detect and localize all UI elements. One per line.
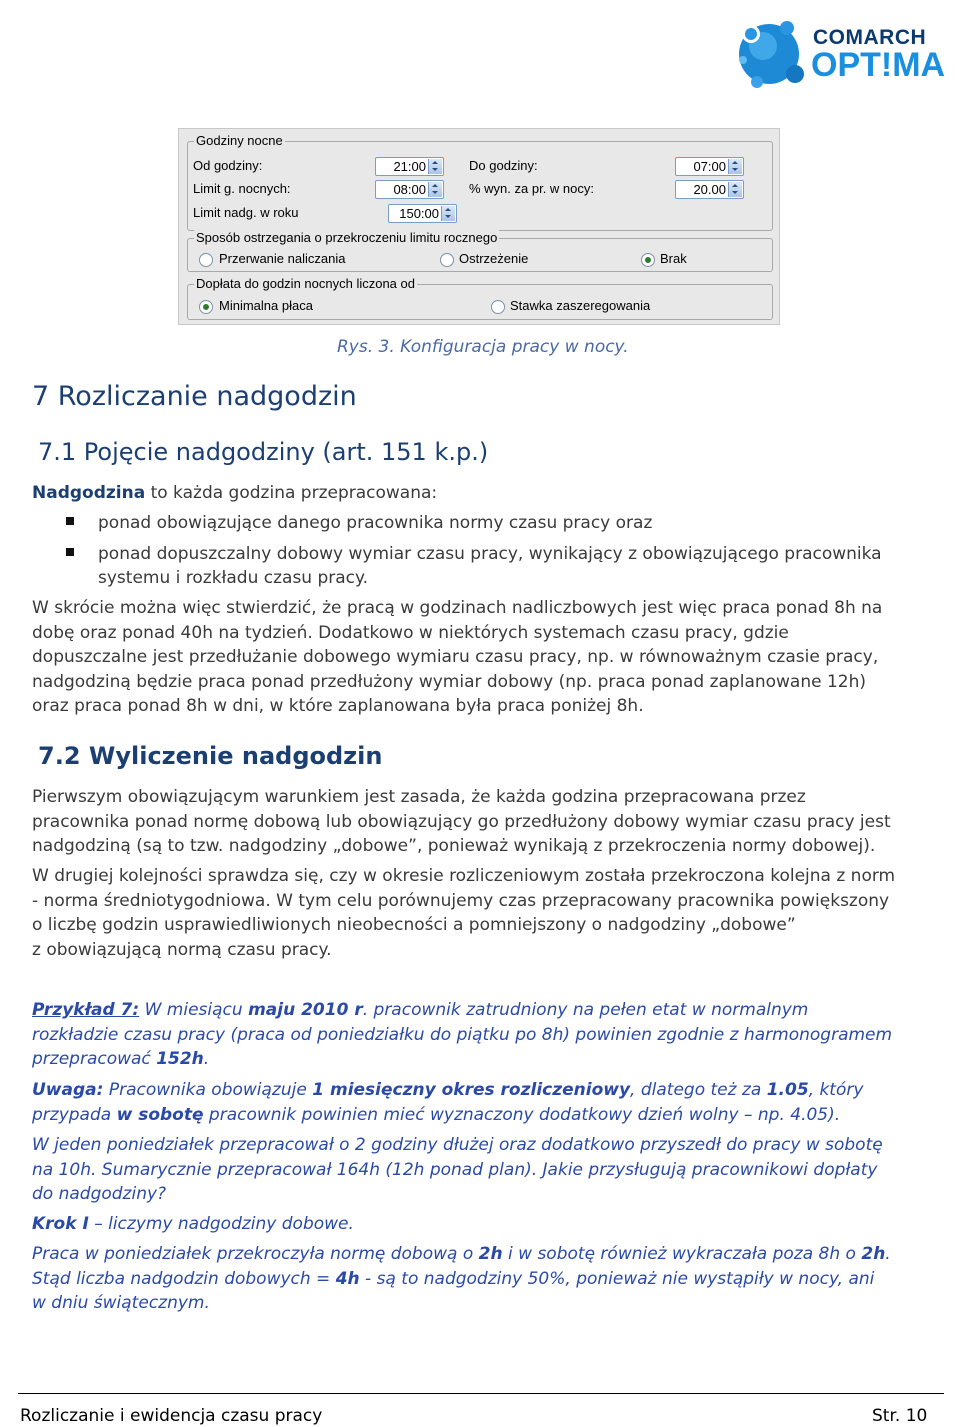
text-bold: 152h — [156, 1049, 204, 1069]
paragraph-first-condition — [32, 785, 891, 859]
text-line: o liczbę godzin usprawiedliwionych nieobecności a pomniejszony o nadgodziny „dobowe” — [32, 915, 796, 935]
radio-ostrzezenie[interactable] — [440, 253, 454, 267]
text-line: W drugiej kolejności sprawdza się, czy w okresie rozliczeniowym została przekroczona kolejna z norm — [32, 866, 896, 886]
logo-text-comarch: COMARCH — [813, 26, 927, 49]
limit-nocnych-field[interactable] — [375, 180, 444, 199]
do-godziny-label: Do godziny: — [469, 158, 538, 173]
text-span: - są to nadgodziny 50%, ponieważ nie wystąpiły w nocy, ani — [359, 1268, 875, 1289]
spin-arrows-icon[interactable] — [728, 182, 742, 197]
text-line: pracownika ponad normę dobową lub obowiązujący go przedłużony dobowy wymiar czasu pracy jest — [32, 811, 891, 832]
section-heading-7-1: 7.1 Pojęcie nadgodziny (art. 151 k.p.) — [38, 438, 489, 466]
text-span: W miesiącu — [139, 1000, 249, 1020]
text-span: przepracować — [32, 1049, 157, 1069]
bullet-square-icon — [66, 548, 74, 556]
od-godziny-field[interactable] — [375, 157, 444, 176]
text-span: – liczymy nadgodziny dobowe. — [88, 1214, 354, 1234]
limit-nadg-label: Limit nadg. w roku — [193, 205, 299, 220]
text-bold: w sobotę — [116, 1104, 204, 1125]
text-span: , który — [808, 1080, 864, 1100]
limit-nocnych-label: Limit g. nocnych: — [193, 181, 291, 196]
night-hours-group-title: Godziny nocne — [196, 133, 283, 148]
text-span: . — [203, 1049, 210, 1069]
step-1-heading — [32, 1212, 354, 1237]
radio-brak-label: Brak — [660, 251, 687, 266]
text-span: Praca w poniedziałek przekroczyła normę dobową o — [32, 1244, 479, 1264]
text-span: , dlatego też za — [630, 1080, 767, 1100]
text-line — [32, 1242, 891, 1267]
pct-noc-field[interactable] — [675, 180, 744, 199]
example-7-block — [32, 998, 892, 1072]
section-heading-7-2: 7.2 Wyliczenie nadgodzin — [38, 742, 383, 770]
step-1-explanation — [32, 1242, 891, 1316]
text-line: - norma średniotygodniowa. W tym celu porównujemy czas przepracowany pracownika powiększony — [32, 890, 890, 911]
radio-minimalna[interactable] — [199, 300, 213, 314]
text-line: nadgodziną (są to tzw. nadgodziny „dobowe”, ponieważ wynikają z przekroczenia normy dobowej). — [32, 836, 876, 856]
text-span: przypada — [32, 1104, 117, 1125]
surcharge-group-title: Dopłata do godzin nocnych liczona od — [196, 276, 415, 291]
text-line: na 10h. Sumarycznie przepracował 164h (12h ponad plan). Jakie przysługują pracownikowi dopłaty — [32, 1159, 878, 1180]
settings-screenshot — [178, 128, 780, 325]
logo-text-optima: OPT!MA — [811, 46, 946, 84]
do-godziny-value: 07:00 — [693, 159, 726, 174]
od-godziny-value: 21:00 — [393, 159, 426, 174]
paragraph-summary — [32, 596, 882, 719]
radio-minimalna-label: Minimalna płaca — [219, 298, 313, 313]
note-block — [32, 1078, 863, 1127]
bullet-item-1: ponad obowiązujące danego pracownika normy czasu pracy oraz — [98, 513, 653, 533]
text-line: z obowiązującą normą czasu pracy. — [32, 939, 332, 960]
definition-paragraph — [32, 481, 437, 506]
radio-przerwanie-label: Przerwanie naliczania — [219, 251, 346, 266]
text-line — [32, 1103, 863, 1128]
radio-przerwanie[interactable] — [199, 253, 213, 267]
text-span: . pracownik zatrudniony na pełen etat w normalnym — [362, 1000, 809, 1020]
text-line: W skrócie można więc stwierdzić, że pracą w godzinach nadliczbowych jest więc praca ponad 8h na — [32, 598, 883, 618]
warning-group-title: Sposób ostrzegania o przekroczeniu limitu rocznego — [196, 230, 498, 245]
bullet-item-2-line2: systemu i rozkładu czasu pracy. — [98, 568, 369, 588]
spin-arrows-icon[interactable] — [428, 159, 442, 174]
text-line: dopuszczalne jest przedłużanie dobowego wymiaru czasu pracy, np. w równoważnym czasie pracy, — [32, 647, 879, 667]
paragraph-second-condition — [32, 864, 895, 962]
footer-divider — [18, 1393, 944, 1394]
text-bold: maju 2010 r — [248, 1000, 363, 1020]
text-line: Pierwszym obowiązującym warunkiem jest zasada, że każda godzina przepracowana przez — [32, 787, 806, 807]
bullet-item-2-line1: ponad dopuszczalny dobowy wymiar czasu pracy, wynikający z obowiązującego pracownika — [98, 544, 882, 564]
section-heading-7: 7 Rozliczanie nadgodzin — [32, 381, 357, 412]
footer-title: Rozliczanie i ewidencja czasu pracy — [20, 1406, 323, 1426]
do-godziny-field[interactable] — [675, 157, 744, 176]
text-line: w dniu świątecznym. — [32, 1293, 210, 1313]
spin-arrows-icon[interactable] — [728, 159, 742, 174]
example-description — [32, 1133, 883, 1207]
limit-nadg-value: 150:00 — [399, 206, 439, 221]
limit-nadg-field[interactable] — [388, 204, 457, 223]
text-span: . — [885, 1244, 891, 1264]
text-span: Stąd liczba nadgodzin dobowych = — [32, 1268, 336, 1289]
definition-text: to każda godzina przepracowana: — [145, 483, 438, 503]
note-label: Uwaga: — [32, 1080, 104, 1100]
comarch-optima-logo — [735, 10, 945, 100]
pct-noc-value: 20.00 — [693, 182, 726, 197]
spin-arrows-icon[interactable] — [428, 182, 442, 197]
figure-caption: Rys. 3. Konfiguracja pracy w nocy. — [337, 337, 629, 357]
limit-nocnych-value: 08:00 — [393, 182, 426, 197]
spin-arrows-icon[interactable] — [441, 206, 455, 221]
text-bold: 2h — [861, 1244, 886, 1264]
text-line: do nadgodziny? — [32, 1184, 167, 1204]
text-line — [32, 1267, 891, 1292]
text-line — [32, 998, 892, 1023]
logo-bubbles-icon — [735, 10, 815, 100]
od-godziny-label: Od godziny: — [193, 158, 263, 173]
text-bold: 4h — [335, 1268, 360, 1289]
text-line: nadgodziną będzie praca ponad przedłużony wymiar dobowy (np. praca ponad zaplanowane 12h) — [32, 671, 867, 692]
definition-term: Nadgodzina — [32, 483, 146, 503]
text-line — [32, 1047, 892, 1072]
radio-brak[interactable] — [641, 253, 655, 267]
text-line: rozkładzie czasu pracy (praca od poniedziałku do piątku po 8h) powinien zgodnie z harmonogramem — [32, 1024, 893, 1045]
radio-stawka-label: Stawka zaszeregowania — [510, 298, 651, 313]
text-bold: 2h — [478, 1244, 503, 1264]
text-bold: 1 miesięczny okres rozliczeniowy — [312, 1080, 631, 1100]
bullet-square-icon — [66, 517, 74, 525]
text-span: pracownik powinien mieć wyznaczony dodatkowy dzień wolny – np. 4.05). — [203, 1104, 841, 1125]
example-label: Przykład 7: — [32, 1000, 140, 1020]
pct-noc-label: % wyn. za pr. w nocy: — [469, 181, 594, 196]
text-span: i w sobotę również wykraczała poza 8h o — [502, 1244, 862, 1264]
text-line — [32, 1078, 863, 1103]
page-number: Str. 10 — [872, 1406, 928, 1426]
text-span: Pracownika obowiązuje — [103, 1080, 313, 1100]
text-line: oraz praca ponad 8h w dni, w które zaplanowana była praca poniżej 8h. — [32, 696, 644, 716]
text-bold: 1.05 — [766, 1080, 809, 1100]
step-label: Krok I — [32, 1214, 89, 1234]
text-line: W jeden poniedziałek przepracował o 2 godziny dłużej oraz dodatkowo przyszedł do pracy w sobotę — [32, 1135, 883, 1155]
text-line: dobę oraz ponad 40h na tydzień. Dodatkowo w niektórych systemach czasu pracy, gdzie — [32, 622, 789, 643]
radio-ostrzezenie-label: Ostrzeżenie — [459, 251, 529, 266]
radio-stawka[interactable] — [491, 300, 505, 314]
